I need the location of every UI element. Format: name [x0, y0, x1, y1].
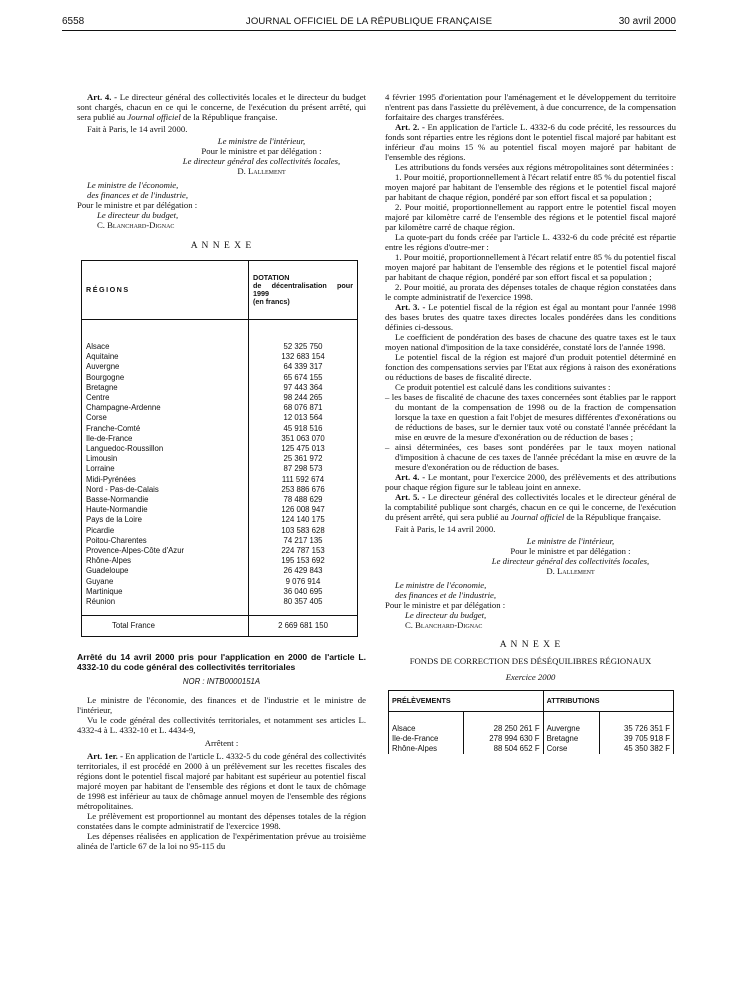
region-amount: 124 140 175 [249, 515, 358, 525]
paragraph: Le coefficient de pondération des bases de chacune des quatre taxes est le taux moyen national d'imposition de la taxe considérée, constaté lors de l'année 1998. [385, 332, 676, 352]
region-name: Réunion [82, 597, 249, 607]
attribution-region: Corse [543, 744, 599, 754]
total-row [82, 616, 358, 637]
attribution-region: Bretagne [543, 734, 599, 744]
article-label: Art. 4. - [87, 92, 118, 102]
region-name: Bourgogne [82, 373, 249, 383]
region-name: Auvergne [82, 362, 249, 372]
region-name: Bretagne [82, 383, 249, 393]
table-row [82, 536, 358, 546]
sig-name: C. Blanchard-Dignac [97, 220, 175, 230]
paragraph: Ce produit potentiel est calculé dans les conditions suivantes : [395, 382, 611, 392]
table-row [82, 342, 358, 352]
region-amount: 78 488 629 [249, 495, 358, 505]
region-amount: 97 443 364 [249, 383, 358, 393]
region-name: Nord - Pas-de-Calais [82, 485, 249, 495]
table-row [82, 515, 358, 525]
journal-ref: Journal officiel [127, 112, 181, 122]
article-label: Art. 3. - [395, 302, 426, 312]
prelevement-region: Rhône-Alpes [389, 744, 464, 754]
region-name: Guyane [82, 577, 249, 587]
region-name: Ile-de-France [82, 434, 249, 444]
annexe-title: A N N E X E [499, 640, 562, 650]
total-label: Total France [82, 616, 249, 637]
article-5 [385, 492, 676, 522]
region-amount: 64 339 317 [249, 362, 358, 372]
paragraph: Vu le code général des collectivités territoriales, et notamment ses articles L. 4332-4 à L. 4332-10 et L. 4434-9, [77, 715, 366, 736]
paragraph: La quote-part du fonds créée par l'article L. 4332-6 du code précité est répartie entre les régions d'outre-mer : [385, 232, 676, 252]
prelevements-table [388, 690, 674, 754]
region-amount: 68 076 871 [249, 403, 358, 413]
region-amount: 111 592 674 [249, 475, 358, 485]
prelevement-amount: 28 250 261 F [463, 712, 543, 735]
article-4-right [385, 472, 676, 492]
table-row [82, 587, 358, 597]
table-row [82, 373, 358, 383]
sig-line: Le ministre de l'intérieur, [526, 536, 615, 546]
region-amount: 26 429 843 [249, 566, 358, 576]
region-amount: 103 583 628 [249, 526, 358, 536]
article-2 [385, 122, 676, 162]
region-name: Alsace [82, 342, 249, 352]
region-amount: 12 013 564 [249, 413, 358, 423]
fonds-title: FONDS DE CORRECTION DES DÉSÉQUILIBRES RÉGIONAUX [409, 656, 652, 666]
region-name: Limousin [82, 454, 249, 464]
region-amount: 65 674 155 [249, 373, 358, 383]
table-row [82, 393, 358, 403]
region-name: Poitou-Charentes [82, 536, 249, 546]
article-text: En application de l'article L. 4332-6 du code précité, les ressources du fonds sont réparties entre les régions dont le potentiel fiscal majoré par habitant est inférieur d'au moins 15 % au potentiel fiscal moyen majoré par habitant de l'ensemble des régions. [385, 122, 676, 162]
table-row [82, 475, 358, 485]
article-text-end: de la République française. [180, 112, 278, 122]
annexe-title: A N N E X E [190, 241, 253, 251]
right-column [385, 92, 676, 754]
table-row [82, 464, 358, 474]
table-row [389, 734, 674, 744]
table-row [82, 597, 358, 607]
sig-line: des finances et de l'industrie, [395, 590, 497, 600]
paragraph: 2. Pour moitié, proportionnellement au rapport entre le potentiel fiscal moyen majoré par kilomètre carré de l'ensemble des régions et le potentiel fiscal majoré par kilomètre carré de chaque région. [385, 202, 676, 232]
table-row [82, 566, 358, 576]
sig-line: des finances et de l'industrie, [87, 190, 189, 200]
nor-reference: NOR : INTB0000151A [182, 677, 261, 687]
article-text: En application de l'article L. 4332-5 du code général des collectivités territoriales, il est procédé en 2000 à un prélèvement sur les recettes fiscales des régions dont le potentiel fiscal majoré par habitant est supérieur au potentiel fiscal majoré moyen par habitant de l'ensemble des régions et dont le taux de chômage de 1998 est inférieur au taux de chômage annuel moyen de l'ensemble des régions métropolitaines. [77, 751, 366, 812]
page-number: 6558 [62, 16, 85, 27]
table-row [82, 546, 358, 556]
dotation-table [81, 260, 358, 637]
paragraph: Le prélèvement est proportionnel au montant des dépenses totales de la région constatées dans le compte administratif de l'exercice 1998. [77, 811, 366, 832]
signature-block-2 [385, 580, 676, 630]
paragraph: 1. Pour moitié, proportionnellement à l'écart relatif entre 85 % du potentiel fiscal moyen majoré par habitant de l'ensemble des régions et le potentiel fiscal majoré par habitant de chaque région, pondéré par son effort fiscal et sa population ; [385, 252, 676, 282]
region-amount: 52 325 750 [249, 342, 358, 352]
fait-a-paris: Fait à Paris, le 14 avril 2000. [87, 124, 188, 134]
table-row [82, 485, 358, 495]
attribution-region: Auvergne [543, 712, 599, 735]
article-label: Art. 2. - [395, 122, 425, 132]
article-label: Art. 1er. - [87, 751, 123, 762]
attribution-amount: 35 726 351 F [600, 712, 674, 735]
paragraph: Le ministre de l'économie, des finances et de l'industrie et le ministre de l'intérieur, [77, 695, 366, 716]
table-row [82, 454, 358, 464]
region-name: Franche-Comté [82, 424, 249, 434]
region-name: Aquitaine [82, 352, 249, 362]
table-row [82, 352, 358, 362]
region-name: Basse-Normandie [82, 495, 249, 505]
paragraph: Les dépenses réalisées en application de l'expérimentation prévue au troisième alinéa de l'article 67 de la loi no 95-115 du [77, 831, 366, 852]
table-row [82, 577, 358, 587]
paragraph: 4 février 1995 d'orientation pour l'aménagement et le développement du territoire n'entrent pas dans l'assiette du prélèvement, à due concurrence, de la compensation forfaitaire des charges transférées. [385, 92, 676, 122]
table-row [82, 556, 358, 566]
article-label: Art. 4. - [395, 472, 426, 482]
region-name: Champagne-Ardenne [82, 403, 249, 413]
prelevement-region: Ile-de-France [389, 734, 464, 744]
paragraph: Les attributions du fonds versées aux régions métropolitaines sont déterminées : [395, 162, 674, 172]
region-name: Lorraine [82, 464, 249, 474]
arretent: Arrêtent : [204, 738, 239, 749]
signature-block-1 [157, 136, 366, 176]
region-name: Haute-Normandie [82, 505, 249, 515]
region-amount: 132 683 154 [249, 352, 358, 362]
article-text: Le directeur général des collectivités locales et le directeur général de la comptabilité publique sont chargés, chacun en ce qui le concerne, de l'exécution du présent arrêté, qui sera publié au [385, 492, 676, 522]
signature-block-1 [465, 536, 676, 576]
region-amount: 25 361 972 [249, 454, 358, 464]
region-amount: 98 244 265 [249, 393, 358, 403]
page-header [62, 14, 676, 30]
journal-title: JOURNAL OFFICIEL DE LA RÉPUBLIQUE FRANÇAISE [245, 16, 493, 27]
region-name: Martinique [82, 587, 249, 597]
bullet-item: – les bases de fiscalité de chacune des taxes concernées sont établies par le rapport du montant de la compensation de 1998 ou de la fraction de compensation lorsque la taxe en question a fait l'objet de mesures différentes d'exonérations ou de réductions de bases, sur le dernier taux voté ou constaté l'année précédant la mise en œuvre de la mesure d'exonération ou de réduction de bases ; [385, 392, 676, 442]
region-amount: 74 217 135 [249, 536, 358, 546]
region-name: Midi-Pyrénées [82, 475, 249, 485]
table-row [82, 403, 358, 413]
sig-line: Pour le ministre et par délégation : [77, 200, 198, 210]
article-label: Art. 5. - [395, 492, 426, 502]
sig-line: Pour le ministre et par délégation : [385, 600, 506, 610]
table-row [389, 712, 674, 735]
table-row [82, 424, 358, 434]
sig-line: Pour le ministre et par délégation : [510, 546, 631, 556]
sig-line: Pour le ministre et par délégation : [201, 146, 322, 156]
bullet-item: – ainsi déterminées, ces bases sont pondérées par le taux moyen national d'imposition à chacune de ces taxes de l'année précédant la mise en œuvre de la mesure d'exonération ou de réduction de bases. [385, 442, 676, 472]
sig-line: Le directeur du budget, [405, 610, 487, 620]
col-prelevements: PRÉLÈVEMENTS [389, 691, 544, 712]
signature-block-2 [77, 180, 366, 230]
region-amount: 126 008 947 [249, 505, 358, 515]
table-row [82, 505, 358, 515]
table-row [82, 526, 358, 536]
attribution-amount: 45 350 382 F [600, 744, 674, 754]
article-text: Le directeur général des collectivités locales et le directeur du budget sont chargés, chacun en ce qui le concerne, de l'exécution du présent arrêté, qui sera publié au [77, 92, 366, 122]
article-4-left [77, 92, 366, 122]
region-amount: 224 787 153 [249, 546, 358, 556]
table-row [389, 744, 674, 754]
left-column [77, 92, 366, 851]
prelevement-amount: 88 504 652 F [463, 744, 543, 754]
col-attributions: ATTRIBUTIONS [543, 691, 673, 712]
table-row [82, 434, 358, 444]
paragraph: 2. Pour moitié, au prorata des dépenses totales de chaque région constatées dans le compte administratif de l'exercice 1998. [385, 282, 676, 302]
sig-line: Le directeur général des collectivités locales, [182, 156, 341, 166]
article-text: Le montant, pour l'exercice 2000, des prélèvements et des attributions pour chaque région figure sur le tableau joint en annexe. [385, 472, 676, 492]
col-regions: RÉGIONS [82, 261, 249, 320]
region-amount: 36 040 695 [249, 587, 358, 597]
arrete-title: Arrêté du 14 avril 2000 pris pour l'application en 2000 de l'article L. 4332-10 du code général des collectivités territoriales [77, 652, 366, 673]
sig-name: C. Blanchard-Dignac [405, 620, 483, 630]
fait-a-paris: Fait à Paris, le 14 avril 2000. [395, 524, 496, 534]
prelevement-amount: 278 994 630 F [463, 734, 543, 744]
article-3 [385, 302, 676, 332]
region-name: Languedoc-Roussillon [82, 444, 249, 454]
paragraph: 1. Pour moitié, proportionnellement à l'écart relatif entre 85 % du potentiel fiscal moyen majoré par habitant de l'ensemble des régions et le potentiel fiscal majoré par habitant de chaque région, pondéré par son effort fiscal et sa population ; [385, 172, 676, 202]
region-amount: 9 076 914 [249, 577, 358, 587]
region-amount: 125 475 013 [249, 444, 358, 454]
region-amount: 195 153 692 [249, 556, 358, 566]
sig-name: D. Lallement [237, 166, 286, 176]
region-name: Provence-Alpes-Côte d'Azur [82, 546, 249, 556]
region-name: Centre [82, 393, 249, 403]
exercice-title: Exercice 2000 [505, 672, 556, 682]
table-row [82, 413, 358, 423]
article-text: Le potentiel fiscal de la région est égal au montant pour l'année 1998 des bases brutes des quatre taxes directes locales pondérées dans les conditions définies ci-dessous. [385, 302, 676, 332]
table-row [82, 495, 358, 505]
sig-line: Le ministre de l'intérieur, [217, 136, 306, 146]
sig-name: D. Lallement [546, 566, 595, 576]
sig-line: Le ministre de l'économie, [87, 180, 179, 190]
region-amount: 87 298 573 [249, 464, 358, 474]
table-row [82, 444, 358, 454]
total-value: 2 669 681 150 [249, 616, 358, 637]
sig-line: Le ministre de l'économie, [395, 580, 487, 590]
paragraph: Le potentiel fiscal de la région est majoré d'un produit potentiel déterminé en fonction des compensations servies par l'Etat aux régions à raison des exonérations ou réductions de bases de fiscalité directe. [385, 352, 676, 382]
region-name: Guadeloupe [82, 566, 249, 576]
region-name: Pays de la Loire [82, 515, 249, 525]
issue-date: 30 avril 2000 [618, 16, 676, 27]
journal-ref: Journal officiel [510, 512, 565, 522]
article-text-end: de la République française. [564, 512, 661, 522]
sig-line: Le directeur du budget, [97, 210, 179, 220]
region-name: Picardie [82, 526, 249, 536]
region-name: Corse [82, 413, 249, 423]
prelevement-region: Alsace [389, 712, 464, 735]
region-amount: 351 063 070 [249, 434, 358, 444]
table-row [82, 383, 358, 393]
article-1 [77, 751, 366, 811]
region-amount: 45 918 516 [249, 424, 358, 434]
table-row [82, 362, 358, 372]
region-name: Rhône-Alpes [82, 556, 249, 566]
header-rule [62, 30, 676, 31]
region-amount: 80 357 405 [249, 597, 358, 607]
attribution-amount: 39 705 918 F [600, 734, 674, 744]
region-amount: 253 886 676 [249, 485, 358, 495]
sig-line: Le directeur général des collectivités locales, [491, 556, 650, 566]
col-dotation: DOTATION de décentralisation pour 1999 (en francs) [249, 261, 358, 320]
